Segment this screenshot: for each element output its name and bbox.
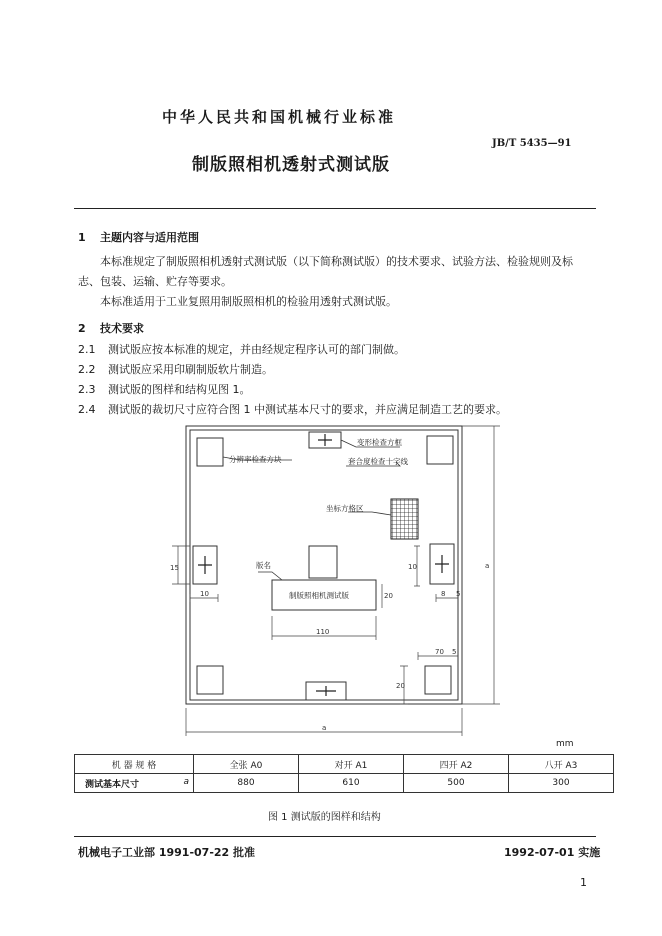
dim-line-8 [436, 594, 458, 602]
dim-15: 15 [170, 564, 179, 572]
dim-a-right: a [485, 562, 490, 570]
table-header-cell: 机 器 规 格 [75, 755, 194, 774]
dim-10-right: 10 [408, 563, 417, 571]
label-plate-text: 制版照相机测试版 [289, 591, 349, 600]
cross-bottom [316, 686, 336, 696]
dim-plate-height: 20 [384, 592, 393, 600]
dim-line-a-right [462, 426, 500, 704]
resolution-block-top-left [197, 438, 223, 466]
cross-right [435, 555, 449, 573]
specs-table [74, 754, 614, 793]
unit-label: mm [556, 739, 574, 749]
table-header-cell: 全张 A0 [194, 755, 299, 774]
table-header-cell: 八开 A3 [509, 755, 614, 774]
dim-70: 70 [435, 648, 444, 656]
table-cell: 300 [509, 774, 614, 793]
issuer-text: 机械电子工业部 1991-07-22 批准 [78, 846, 256, 859]
paragraph: 本标准规定了制版照相机透射式测试版（以下简称测试版）的技术要求、试验方法、检验规则及标 [100, 255, 573, 268]
paragraph: 志、包装、运输、贮存等要求。 [78, 275, 232, 288]
section-1-heading: 1 主题内容与适用范围 [78, 231, 199, 244]
dim-20: 20 [396, 682, 405, 690]
cross-top [318, 434, 332, 446]
dim-5-bottom: 5 [452, 648, 457, 656]
resolution-block-bottom-right [425, 666, 451, 694]
label-grid-area: 坐标方格区 [326, 504, 364, 513]
resolution-block-top-right [427, 436, 453, 464]
organization-title: 中华人民共和国机械行业标准 [162, 108, 397, 126]
table-row-symbol: a [183, 776, 189, 787]
section-2-heading: 2 技术要求 [78, 322, 144, 335]
effective-date: 1992-07-01 实施 [504, 846, 601, 859]
table-header-cell: 对开 A1 [299, 755, 404, 774]
dim-10-left: 10 [200, 590, 209, 598]
page-number: 1 [580, 876, 587, 889]
cross-left [198, 556, 212, 574]
dim-5-top: 5 [456, 590, 461, 598]
label-resolution-block: 分辨率检查方块 [229, 455, 282, 464]
footer-rule [74, 836, 596, 837]
outer-frame [186, 426, 462, 704]
list-item: 2.4 测试版的裁切尺寸应符合图 1 中测试基本尺寸的要求，并应满足制造工艺的要求。 [78, 403, 507, 416]
table-header-cell: 四开 A2 [404, 755, 509, 774]
table-row [75, 774, 614, 793]
coordinate-grid [391, 499, 418, 539]
document-title: 制版照相机透射式测试版 [192, 155, 390, 175]
figure-caption: 图 1 测试版的图样和结构 [268, 812, 381, 823]
resolution-block-bottom-left [197, 666, 223, 694]
list-item: 2.2 测试版应采用印刷制版软片制造。 [78, 363, 273, 376]
label-plate-name: 版名 [256, 561, 271, 570]
center-block [309, 546, 337, 578]
list-item: 2.3 测试版的图样和结构见图 1。 [78, 383, 251, 396]
dim-a-bottom: a [322, 724, 327, 732]
leader-plate-name [258, 572, 282, 580]
table-header-row [75, 755, 614, 774]
list-item: 2.1 测试版应按本标准的规定，并由经规定程序认可的部门制做。 [78, 343, 405, 356]
table-cell: 880 [194, 774, 299, 793]
standard-code: JB/T 5435—91 [492, 138, 572, 149]
label-registration-cross: 套合度检查十字线 [348, 457, 408, 466]
dim-8: 8 [441, 590, 446, 598]
table-cell: 610 [299, 774, 404, 793]
dim-110: 110 [316, 628, 330, 636]
table-row-label: 测试基本尺寸 a [75, 774, 194, 793]
label-distortion-frame: 变形检查方框 [357, 438, 402, 447]
table-cell: 500 [404, 774, 509, 793]
paragraph: 本标准适用于工业复照用制版照相机的检验用透射式测试版。 [100, 295, 397, 308]
